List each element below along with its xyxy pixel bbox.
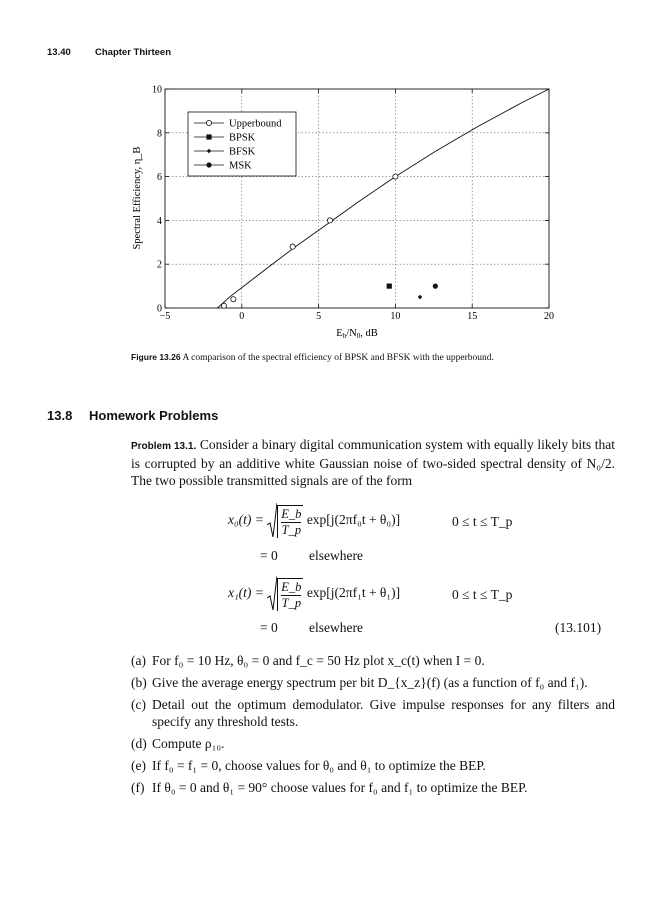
y-tick-label: 6 [157,172,162,184]
list-item [131,735,615,752]
x-tick-label: 5 [316,311,322,322]
figure-caption [131,351,556,364]
item-label: (e) [131,758,146,773]
chart-legend [188,112,296,176]
item-text: If f₀ = f₁ = 0, choose values for θ₀ and θ₁ to optimize the BEP. [152,758,486,773]
equation-number: (13.101) [555,620,602,635]
upperbound-markers-point [393,174,398,179]
x-tick-label: 15 [467,311,478,322]
sqrt-denominator: T_p [281,522,302,537]
x0-elsewhere: elsewhere [309,548,363,563]
sqrt-energy-ratio [267,503,303,539]
upperbound-markers-point [290,244,295,249]
x-tick-label: 10 [390,311,401,322]
chapter-title: Chapter Thirteen [95,47,172,58]
section-title: Homework Problems [89,408,219,423]
sqrt-denominator-2: T_p [281,595,302,610]
sqrt-numerator-2: E_b [281,579,302,594]
item-label: (f) [131,780,145,795]
x1-range: 0 ≤ t ≤ T_p [452,587,513,602]
x0-range: 0 ≤ t ≤ T_p [452,514,513,529]
sqrt-sign-2 [267,576,277,612]
legend-bpsk-label: BPSK [229,132,256,144]
legend-upperbound-label: Upperbound [229,118,282,130]
sqrt-numerator: E_b [281,506,302,521]
y-tick-label: 4 [157,215,162,227]
list-item [131,696,615,730]
item-text: Give the average energy spectrum per bit D_{x_z}(f) (as a function of f₀ and f₁). [152,675,588,690]
problem-text: Consider a binary digital communication system with equally likely bits that is corrupted by an additive white Gaussian noise of two-sided spectral density of N₀/2. The two possible transmitted signals are of the form [131,437,615,488]
x1-elsewhere: elsewhere [309,620,363,635]
x-tick-label: 20 [544,311,554,322]
legend-msk-marker [206,162,211,167]
legend-upperbound-marker [206,120,211,125]
list-item [131,674,615,691]
legend-bfsk-label: BFSK [229,146,256,158]
running-header [47,47,171,58]
sqrt-sign [267,503,277,539]
sqrt-energy-ratio-2 [267,576,303,612]
legend-msk-label: MSK [229,160,252,172]
page-number: 13.40 [47,47,71,58]
x-tick-label: −5 [159,311,171,322]
figure-caption-text: A comparison of the spectral efficiency of BPSK and BFSK with the upperbound. [182,353,494,363]
section-heading [47,408,218,423]
upperbound-markers-point [231,297,236,302]
legend-bpsk-marker [206,134,211,139]
item-text: Compute ρ₁₀. [152,736,225,751]
x-axis-label: Eb/N0, dB [336,328,378,340]
item-text: For f₀ = 10 Hz, θ₀ = 0 and f_c = 50 Hz plot x_c(t) when I = 0. [152,653,485,668]
spectral-efficiency-chart [120,78,560,343]
y-axis-label: Spectral Efficiency, η_B [132,146,143,250]
figure-label: Figure 13.26 [131,352,181,362]
list-item [131,779,615,796]
y-tick-label: 8 [157,128,162,140]
item-text: Detail out the optimum demodulator. Give impulse responses for any filters and specify any threshold tests. [152,697,615,729]
section-number: 13.8 [47,408,73,423]
item-label: (d) [131,736,147,751]
x-tick-label: 0 [239,311,245,322]
item-label: (c) [131,697,146,712]
problem-items [131,652,615,801]
list-item [131,757,615,774]
x0-zero: = 0 [260,548,278,563]
y-tick-label: 2 [157,259,162,271]
x0-expression: exp[j(2πf₀t + θ₀)] [306,512,401,528]
upperbound-markers-point [327,218,332,223]
equation-x0 [228,503,400,539]
item-text: If θ₀ = 0 and θ₁ = 90° choose values for f₀ and f₁ to optimize the BEP. [152,780,528,795]
x0-lhs: x₀(t) = [228,512,264,528]
item-label: (a) [131,653,146,668]
x1-lhs: x₁(t) = [228,585,264,601]
x1-zero: = 0 [260,620,278,635]
list-item [131,652,615,669]
upperbound-markers-point [221,303,226,308]
equation-x1 [228,576,400,612]
y-tick-label: 10 [152,84,162,96]
bpsk-point [387,284,392,289]
item-label: (b) [131,675,147,690]
msk-point [433,284,438,289]
problem-label: Problem 13.1. [131,441,197,452]
problem-statement [131,436,615,489]
x1-expression: exp[j(2πf₁t + θ₁)] [306,585,401,601]
y-tick-label: 0 [157,303,162,315]
bfsk-point [418,295,423,300]
